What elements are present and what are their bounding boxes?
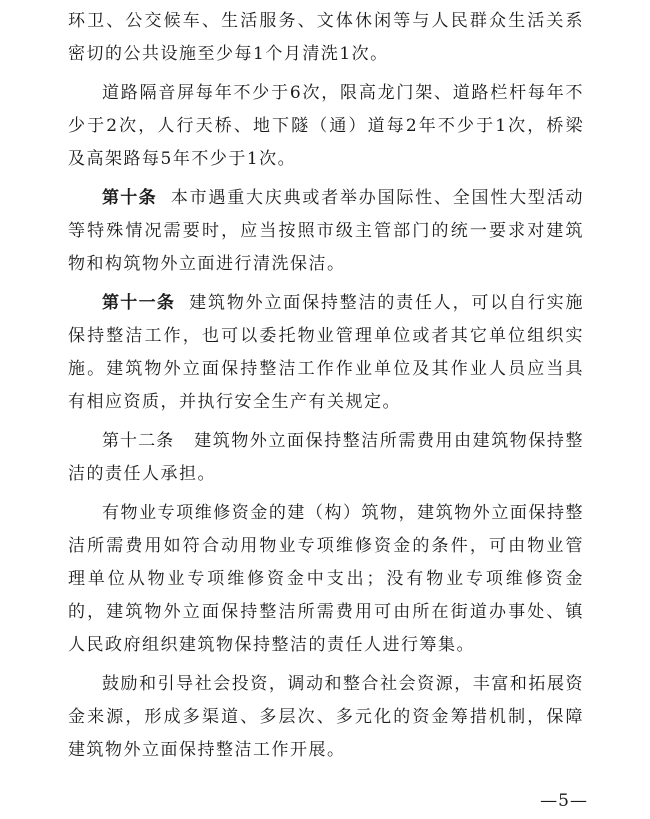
article-11: [68, 287, 584, 419]
paragraph-social-investment: 鼓励和引导社会投资，调动和整合社会资源，丰富和拓展资金来源，形成多渠道、多层次、多元化的资金筹措机制，保障建筑物外立面保持整洁工作开展。: [68, 674, 584, 760]
article-12-text: 建筑物外立面保持整洁所需费用由建筑物保持整洁的责任人承担。: [68, 431, 584, 484]
page-number: —5—: [540, 791, 588, 811]
article-12: [68, 425, 584, 491]
paragraph-maintenance-fund: 有物业专项维修资金的建（构）筑物，建筑物外立面保持整洁所需费用如符合动用物业专项维修资金的条件，可由物业管理单位从物业专项维修资金中支出；没有物业专项维修资金的，建筑物外立面保持整洁所需费用可由所在街道办事处、镇人民政府组织建筑物保持整洁的责任人进行筹集。: [68, 503, 584, 655]
article-11-text: 建筑物外立面保持整洁的责任人，可以自行实施保持整洁工作，也可以委托物业管理单位或者其它单位组织实施。建筑物外立面保持整洁工作作业单位及其作业人员应当具有相应资质，并执行安全生产有关规定。: [68, 293, 584, 412]
article-10-label: 第十条: [102, 188, 157, 208]
article-10: [68, 182, 584, 281]
article-10-text: 本市遇重大庆典或者举办国际性、全国性大型活动等特殊情况需要时，应当按照市级主管部门的统一要求对建筑物和构筑物外立面进行清洗保洁。: [68, 188, 584, 274]
document-page: [68, 0, 584, 767]
article-11-label: 第十一条: [102, 293, 176, 313]
paragraph-cleaning-frequency: 道路隔音屏每年不少于6次，限高龙门架、道路栏杆每年不少于2次，人行天桥、地下隧（通）道每2年不少于1次，桥梁及高架路每5年不少于1次。: [68, 83, 584, 169]
paragraph-continued: 环卫、公交候车、生活服务、文体休闲等与人民群众生活关系密切的公共设施至少每1个月清洗1次。: [68, 11, 584, 64]
article-12-label: 第十二条: [102, 431, 175, 451]
